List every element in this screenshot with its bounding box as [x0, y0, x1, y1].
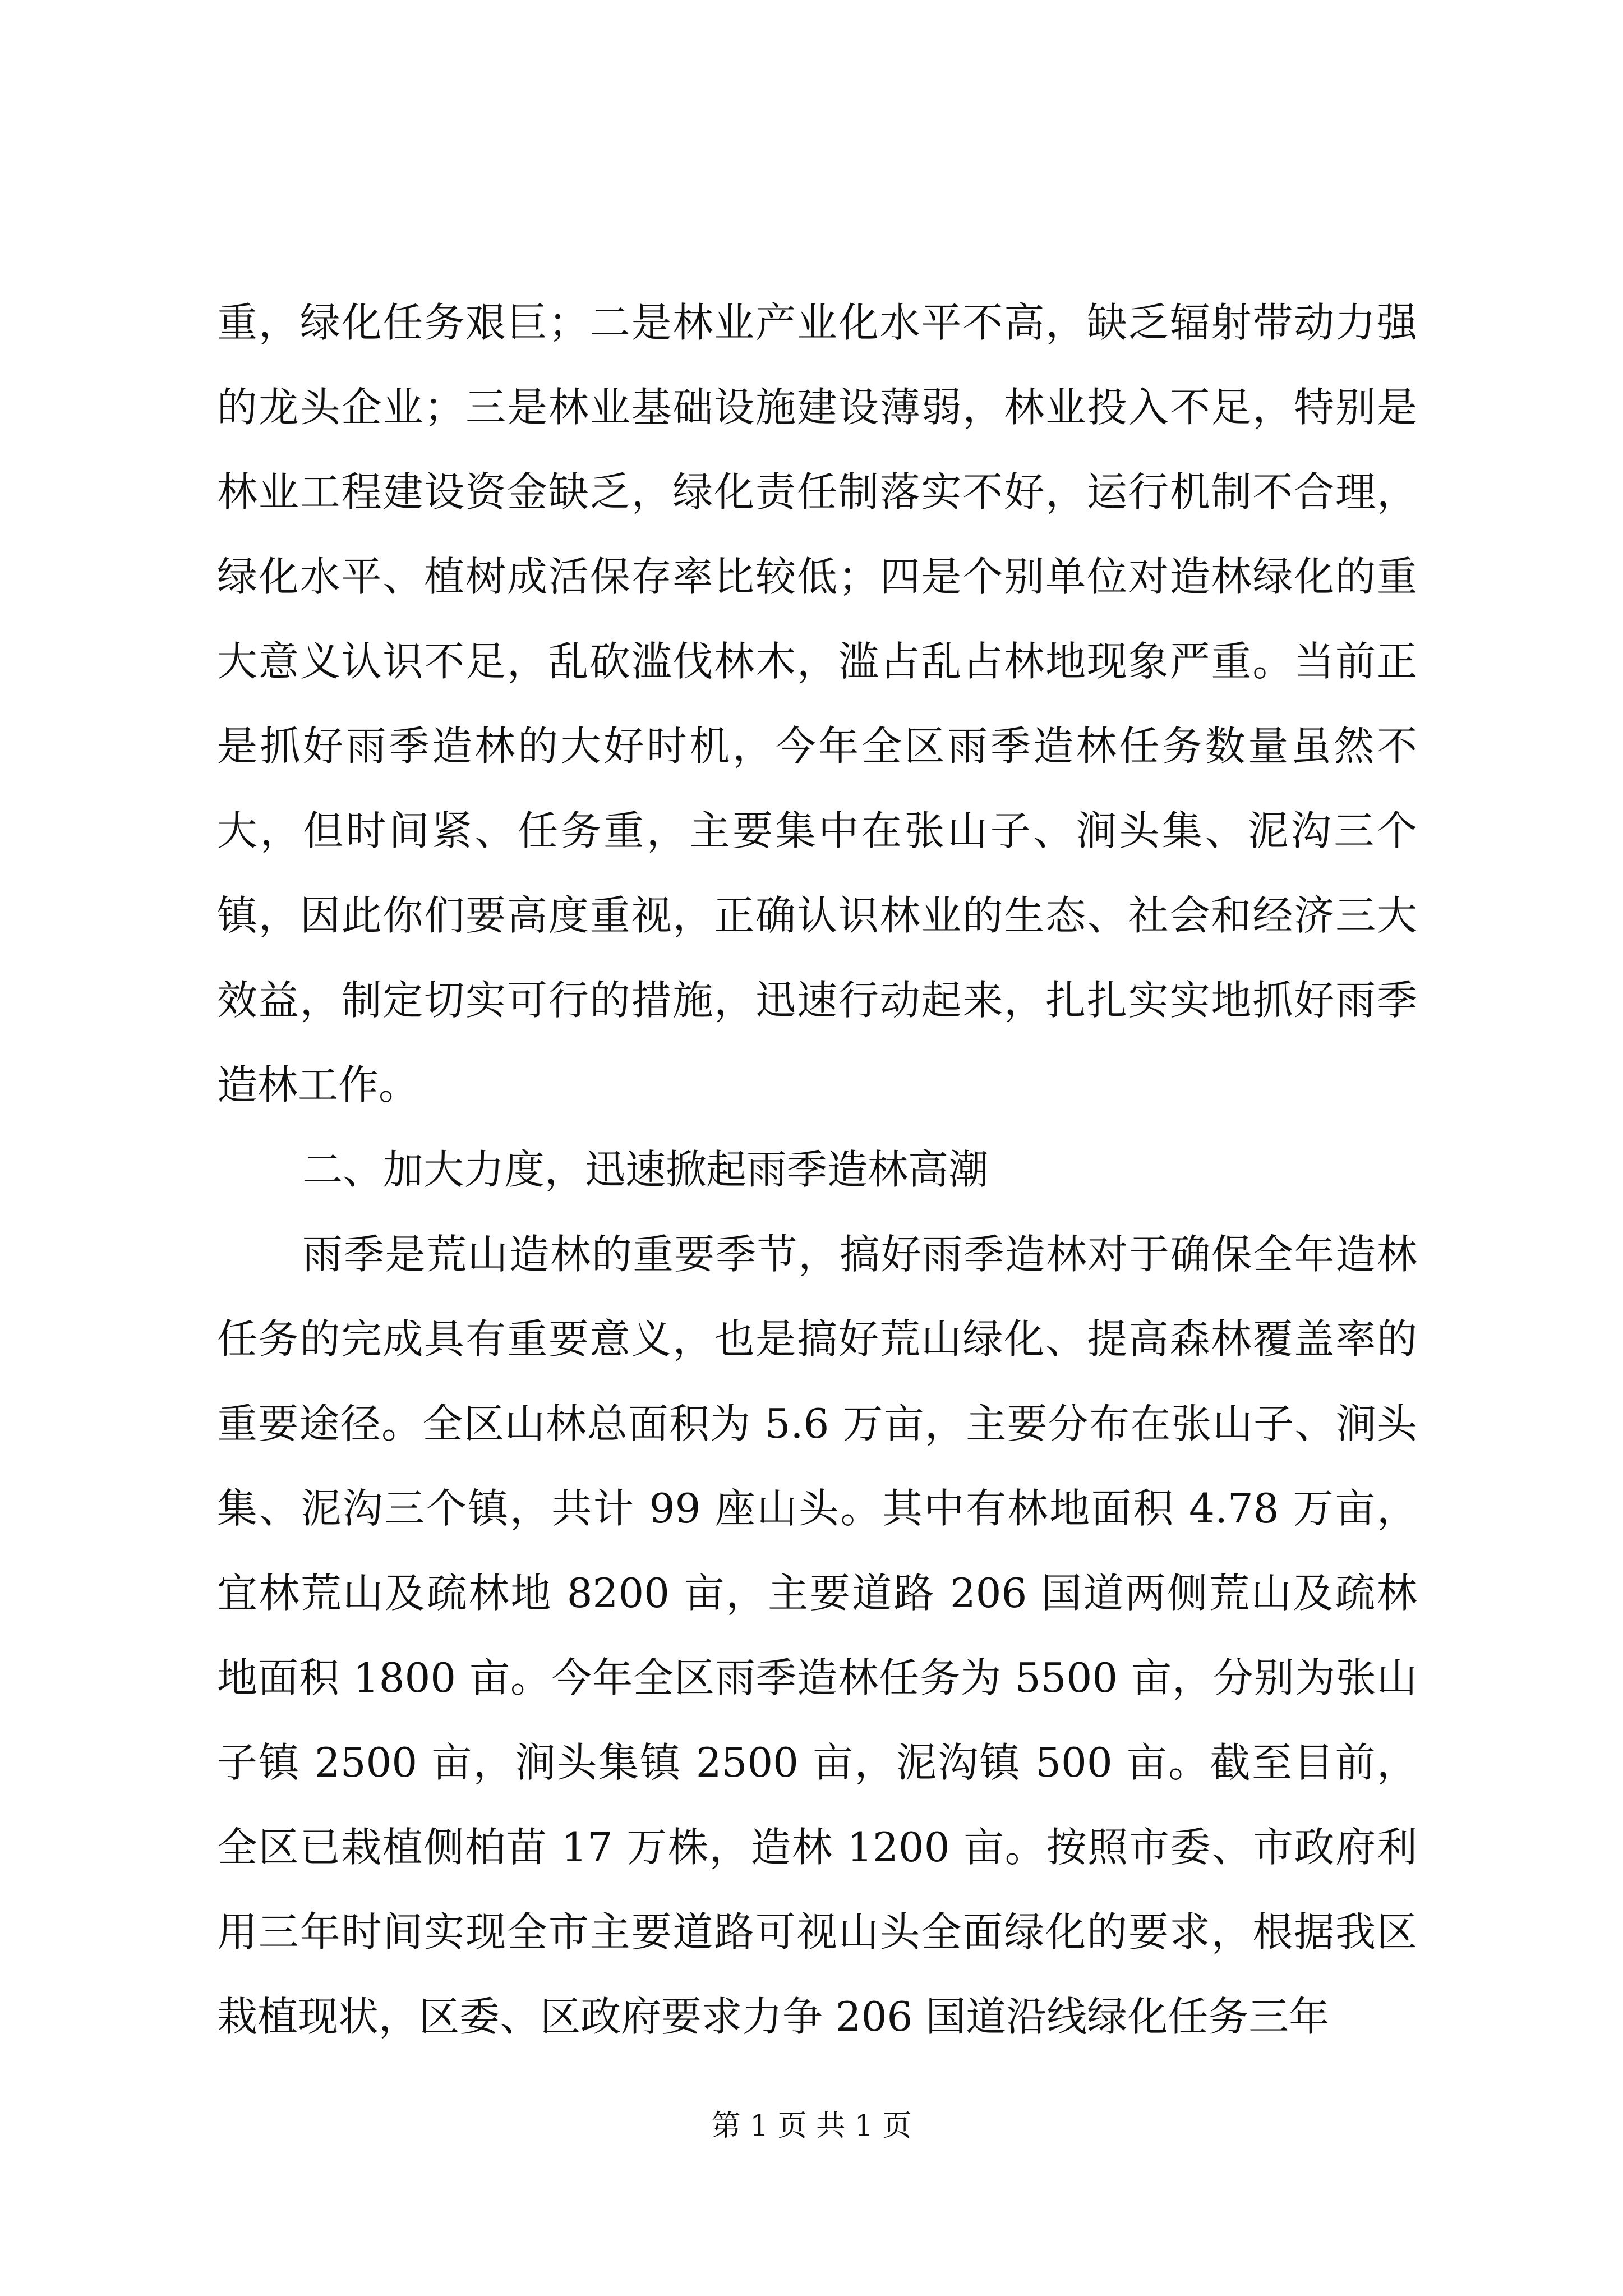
document-body — [217, 280, 1417, 2059]
page-footer: 第 1 页 共 1 页 — [711, 2109, 912, 2143]
paragraph-rainy-season: 雨季是荒山造林的重要季节，搞好雨季造林对于确保全年造林任务的完成具有重要意义，也是搞好荒山绿化、提高森林覆盖率的重要途径。全区山林总面积为 5.6 万亩，主要分布在张山子、涧头集、泥沟三个镇，共计 99 座山头。其中有林地面积 4.78 万亩，宜林荒山及疏林地 8200 亩，主要道路 206 国道两侧荒山及疏林地面积 1800 亩。今年全区雨季造林任务为 5500 亩，分别为张山子镇 2500 亩，涧头集镇 2500 亩，泥沟镇 500 亩。截至目前，全区已栽植侧柏苗 17 万株，造林 1200 亩。按照市委、市政府利用三年时间实现全市主要道路可视山头全面绿化的要求，根据我区栽植现状，区委、区政府要求力争 206 国道沿线绿化任务三年 — [217, 1231, 1417, 2040]
section-heading: 二、加大力度，迅速掀起雨季造林高潮 — [302, 1146, 989, 1193]
paragraph-continuation: 重，绿化任务艰巨；二是林业产业化水平不高，缺乏辐射带动力强的龙头企业；三是林业基础设施建设薄弱，林业投入不足，特别是林业工程建设资金缺乏，绿化责任制落实不好，运行机制不合理，绿化水平、植树成活保存率比较低；四是个别单位对造林绿化的重大意义认识不足，乱砍滥伐林木，滥占乱占林地现象严重。当前正是抓好雨季造林的大好时机，今年全区雨季造林任务数量虽然不大，但时间紧、任务重，主要集中在张山子、涧头集、泥沟三个镇，因此你们要高度重视，正确认识林业的生态、社会和经济三大效益，制定切实可行的措施，迅速行动起来，扎扎实实地抓好雨季造林工作。 — [217, 299, 1417, 1108]
